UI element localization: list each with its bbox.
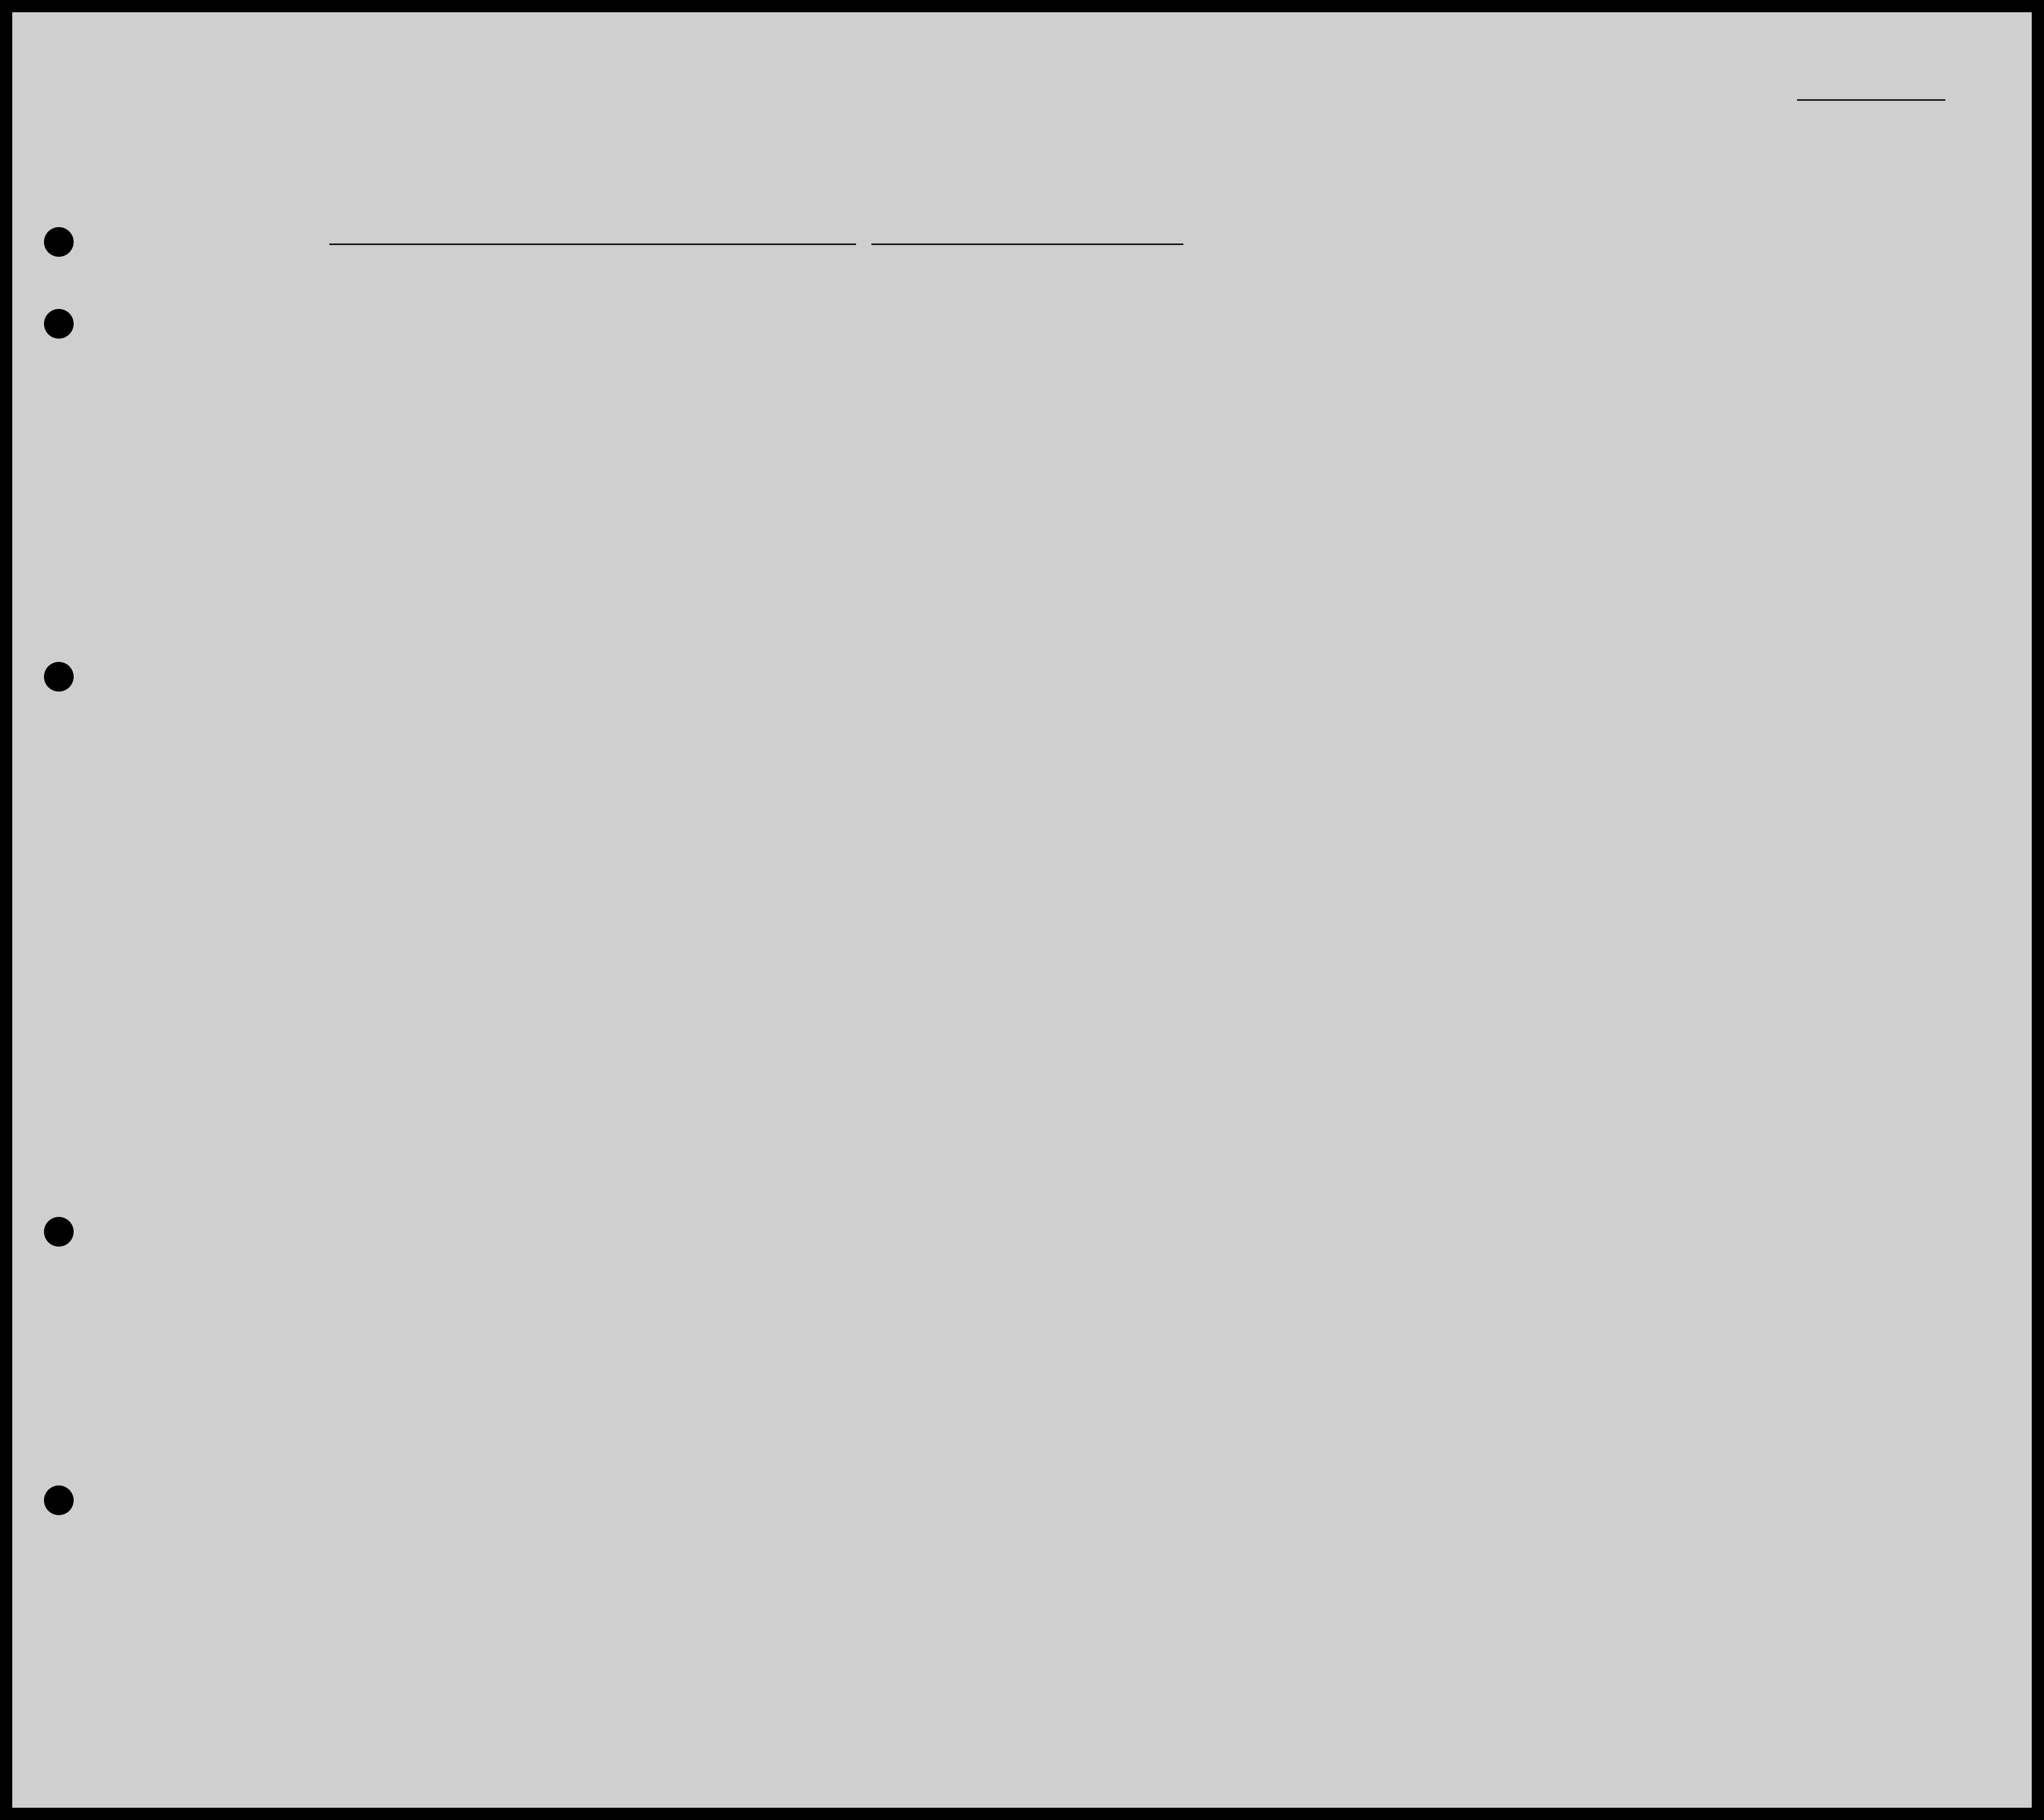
manifest-sheet (12, 12, 2032, 1808)
table-grid (12, 12, 2032, 1808)
